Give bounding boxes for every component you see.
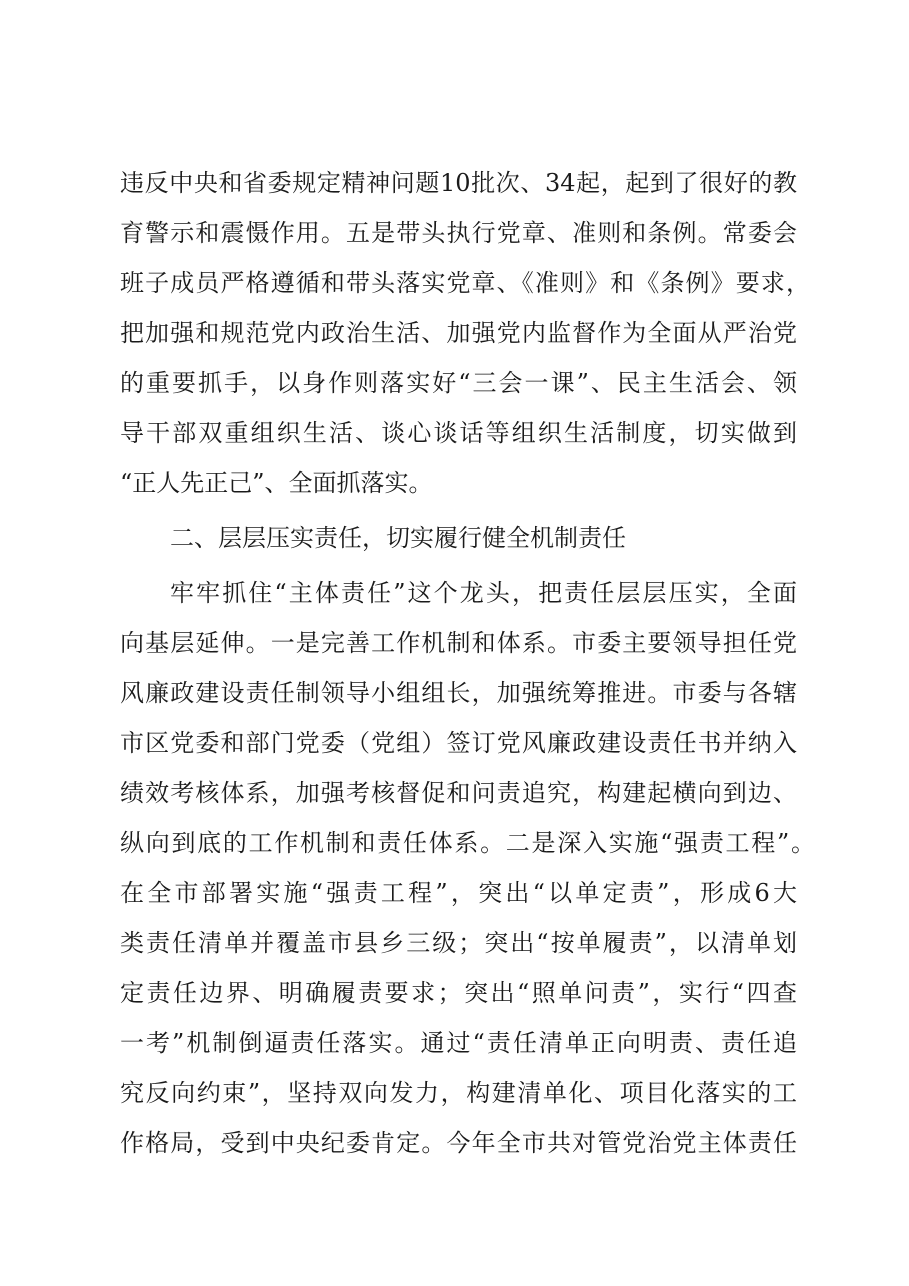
text-line-16: 类责任清单并覆盖市县乡三级；突出“按单履责”，以清单划 (120, 929, 797, 957)
text-line-15: 在全市部署实施“强责工程”，突出“以单定责”，形成6大 (120, 879, 797, 907)
section-heading: 二、层层压实责任，切实履行健全机制责任 (170, 524, 626, 552)
text-line-11: 风廉政建设责任制领导小组组长，加强统筹推进。市委与各辖 (120, 679, 797, 707)
text-line-4: 把加强和规范党内政治生活、加强党内监督作为全面从严治党 (120, 319, 797, 347)
text-line-20: 作格局，受到中央纪委肯定。今年全市共对管党治党主体责任 (120, 1129, 797, 1157)
text-line-3: 班子成员严格遵循和带头落实党章、《准则》和《条例》要求， (120, 269, 810, 297)
text-line-7: “正人先正己”、全面抓落实。 (120, 469, 433, 497)
text-line-13: 绩效考核体系，加强考核督促和问责追究，构建起横向到边、 (120, 779, 797, 807)
text-line-1: 违反中央和省委规定精神问题10批次、34起，起到了很好的教 (120, 169, 797, 197)
text-line-5: 的重要抓手，以身作则落实好“三会一课”、民主生活会、领 (120, 369, 797, 397)
text-line-9: 牢牢抓住“主体责任”这个龙头，把责任层层压实，全面 (170, 579, 797, 607)
text-line-10: 向基层延伸。一是完善工作机制和体系。市委主要领导担任党 (120, 629, 797, 657)
text-line-17: 定责任边界、明确履责要求；突出“照单问责”，实行“四查 (120, 979, 797, 1007)
text-line-2: 育警示和震慑作用。五是带头执行党章、准则和条例。常委会 (120, 219, 797, 247)
text-line-19: 究反向约束”，坚持双向发力，构建清单化、项目化落实的工 (120, 1079, 797, 1107)
text-line-18: 一考”机制倒逼责任落实。通过“责任清单正向明责、责任追 (120, 1029, 797, 1057)
text-line-14: 纵向到底的工作机制和责任体系。二是深入实施“强责工程”。 (120, 829, 815, 857)
text-line-6: 导干部双重组织生活、谈心谈话等组织生活制度，切实做到 (120, 419, 797, 447)
text-line-12: 市区党委和部门党委（党组）签订党风廉政建设责任书并纳入 (120, 729, 797, 757)
